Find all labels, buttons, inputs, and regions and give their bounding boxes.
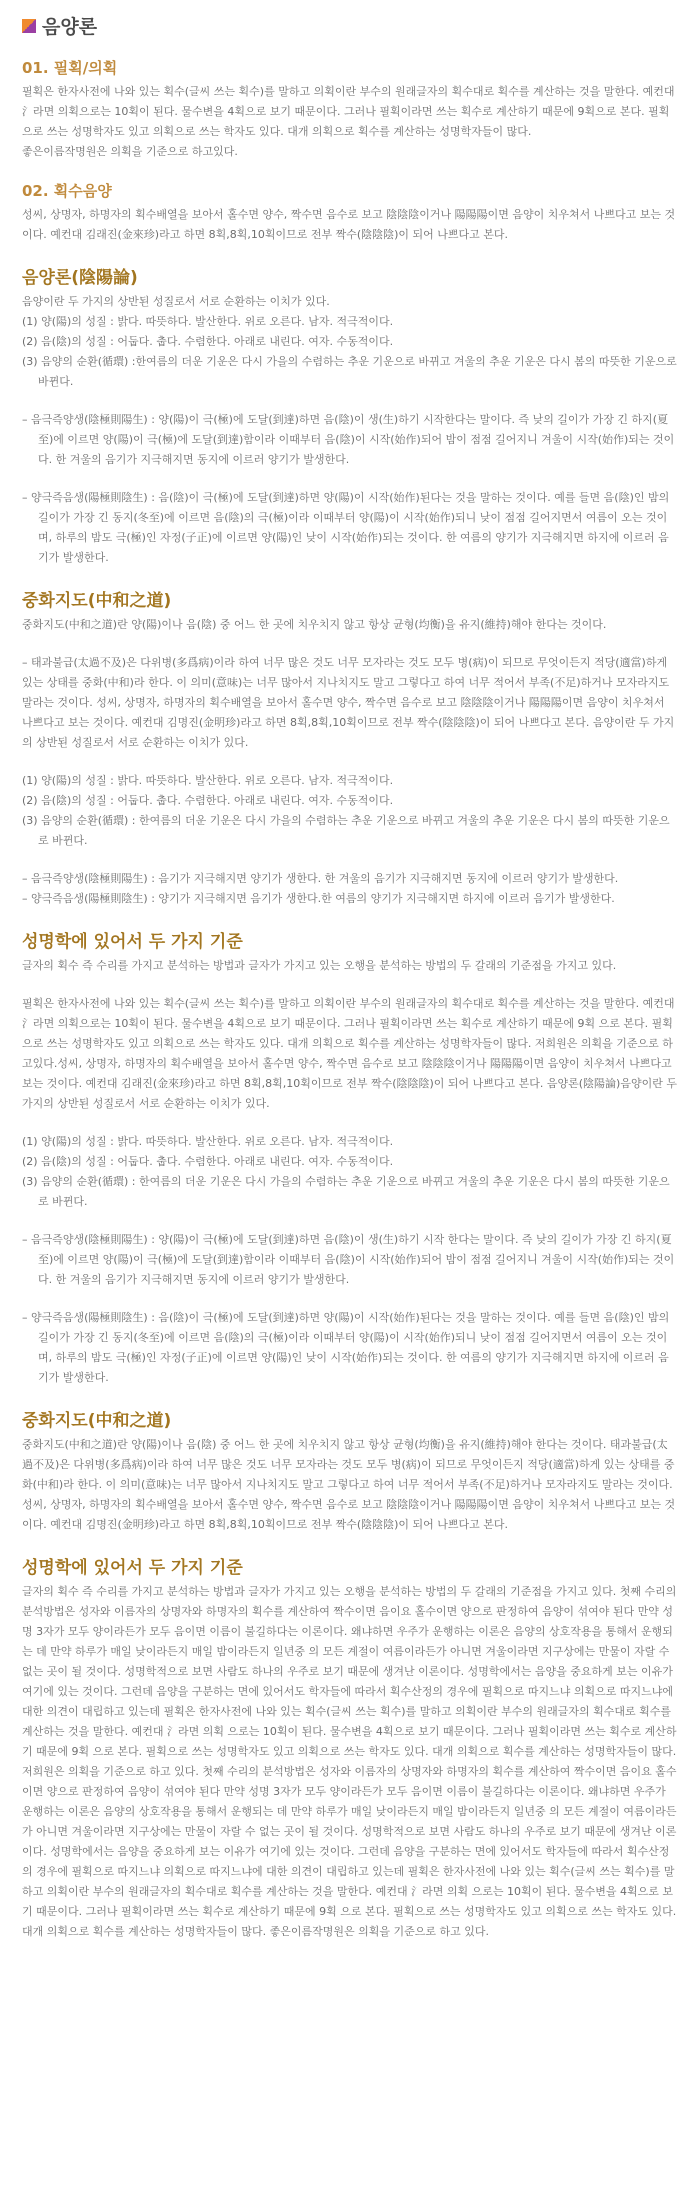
page-header	[22, 12, 678, 39]
list-item: – 양극즉음생(陽極則陰生) : 음(陰)이 극(極)에 도달(到達)하면 양(陽)이 시작(始作)된다는 것을 말하는 것이다. 예를 들면 음(陰)인 밤의 길이가 가장 긴 동지(冬至)에 이르면 음(陰)의 극(極)이라 이때부터 양(陽)이 시작(始作)되니 낮이 점점 길어지면서 여름이 오는 것이며, 하루의 밤도 극(極)인 자정(子正)에 이르면 양(陽)인 낮이 시작(始作)되는 것이다. 한 여름의 양기가 지극해지면 하지에 이르러 음기가 발생한다.	[22, 1311, 670, 1384]
paragraph: – 태과불급(太過不及)은 다위병(多爲病)이라 하여 너무 많은 것도 너무 모자라는 것도 모두 병(病)이 되므로 무엇이든지 적당(適當)하게 있는 상태를 중화(中和)라 한다. 이 의미(意味)는 너무 많아서 지나치지도 말고 그렇다고 하여 너무 적어서 부족(不足)하거나 모자라지도 말라는 것이다. 성씨, 상명자, 하명자의 획수배열을 보아서 홀수면 양수, 짝수면 음수로 보고 陰陰陰이거나 陽陽陽이면 음양이 치우쳐서 나쁘다고 보는 것이다. 예컨대 김명진(金明珍)라고 하면 8획,8획,10획이므로 전부 짝수(陰陰陰)이 되어 나쁘다고 본다. 음양이란 두 가지의 상반된 성질로서 서로 순환하는 이치가 있다.	[22, 656, 675, 749]
list-item: (2) 음(陰)의 성질 : 어둡다. 춥다. 수렴한다. 아래로 내린다. 여자. 수동적이다.	[22, 335, 394, 348]
section-two-criteria-2	[22, 1553, 678, 1942]
page-title: 음양론	[42, 16, 98, 38]
list-item: – 양극즉음생(陽極則陰生) : 양기가 지극해지면 음기가 생한다.한 여름의 양기가 지극해지면 하지에 이르러 음기가 발생한다.	[22, 892, 615, 905]
paragraph: 음양이란 두 가지의 상반된 성질로서 서로 순환하는 이치가 있다.	[22, 295, 330, 308]
section-balance	[22, 586, 678, 909]
section-title: 성명학에 있어서 두 가지 기준	[22, 1558, 243, 1578]
list-item: (1) 양(陽)의 성질 : 밝다. 따뜻하다. 발산한다. 위로 오른다. 남자. 적극적이다.	[22, 1135, 394, 1148]
list-item: (1) 양(陽)의 성질 : 밝다. 따뜻하다. 발산한다. 위로 오른다. 남자. 적극적이다.	[22, 315, 394, 328]
list-item: – 음극즉양생(陰極則陽生) : 양(陽)이 극(極)에 도달(到達)하면 음(陰)이 생(生)하기 시작한다는 말이다. 즉 낮의 길이가 가장 긴 하지(夏至)에 이르면 양(陽)이 극(極)에 도달(到達)함이라 이때부터 음(陰)이 시작(始作)되어 밤이 점점 길어지니 겨울이 시작(始作)되는 것이다. 한 겨울의 음기가 지극해지면 동지에 이르러 양기가 발생한다.	[22, 413, 675, 466]
paragraph: 좋은이름작명원은 의획을 기준으로 하고있다.	[22, 145, 238, 158]
section-two-criteria	[22, 927, 678, 1388]
section-title: 음양론(陰陽論)	[22, 268, 138, 288]
section-title: 중화지도(中和之道)	[22, 1411, 172, 1431]
section-title: 성명학에 있어서 두 가지 기준	[22, 932, 243, 952]
paragraph: 글자의 획수 즉 수리를 가지고 분석하는 방법과 글자가 가지고 있는 오행을 분석하는 방법의 두 갈래의 기준점을 가지고 있다.	[22, 959, 617, 972]
section-stroke-yinyang	[22, 180, 678, 245]
section-stroke-count	[22, 57, 678, 162]
list-item: (3) 음양의 순환(循環) :한여름의 더운 기운은 다시 가을의 수렴하는 추운 기운으로 바뀌고 겨울의 추운 기운은 다시 봄의 따뜻한 기운으로 바뀐다.	[22, 355, 677, 388]
list-item: – 음극즉양생(陰極則陽生) : 양(陽)이 극(極)에 도달(到達)하면 음(陰)이 생(生)하기 시작 한다는 말이다. 즉 낮의 길이가 가장 긴 하지(夏至)에 이르면 양(陽)이 극(極)에 도달(到達)함이라 이때부터 음(陰)이 시작(始作)되어 밤이 점점 길어지니 겨울이 시작(始作)되는 것이다. 한 겨울의 음기가 지극해지면 동지에 이르러 양기가 발생한다.	[22, 1233, 675, 1286]
section-title: 02. 획수음양	[22, 182, 112, 200]
section-title: 중화지도(中和之道)	[22, 591, 172, 611]
list-item: – 음극즉양생(陰極則陽生) : 음기가 지극해지면 양기가 생한다. 한 겨울의 음기가 지극해지면 동지에 이르러 양기가 발생한다.	[22, 872, 619, 885]
list-item: (3) 음양의 순환(循環) : 한여름의 더운 기운은 다시 가을의 수렴하는 추운 기운으로 바뀌고 겨울의 추운 기운은 다시 봄의 따뜻한 기운으로 바뀐다.	[22, 1175, 670, 1208]
section-balance-2	[22, 1406, 678, 1535]
paragraph: 필획은 한자사전에 나와 있는 획수(글씨 쓰는 획수)를 말하고 의획이란 부수의 원래글자의 획수대로 획수를 계산하는 것을 말한다. 예컨대 氵라면 의획으로는 10획이 된다. 물수변을 4획으로 보기 때문이다. 그러나 필획이라면 쓰는 획수로 계산하기 때문에 9획으로 본다. 필획으로 쓰는 성명학자도 있고 의획으로 쓰는 학자도 있다. 대개 의획으로 획수를 계산하는 성명학자들이 많다.	[22, 85, 675, 138]
title-bullet-icon	[22, 19, 36, 33]
list-item: (2) 음(陰)의 성질 : 어둡다. 춥다. 수렴한다. 아래로 내린다. 여자. 수동적이다.	[22, 794, 394, 807]
section-title: 01. 필획/의획	[22, 59, 118, 77]
section-yinyang-theory	[22, 263, 678, 568]
list-item: (2) 음(陰)의 성질 : 어둡다. 춥다. 수렴한다. 아래로 내린다. 여자. 수동적이다.	[22, 1155, 394, 1168]
paragraph: 성씨, 상명자, 하명자의 획수배열을 보아서 홀수면 양수, 짝수면 음수로 보고 陰陰陰이거나 陽陽陽이면 음양이 치우쳐서 나쁘다고 보는 것이다. 예컨대 김래진(金來珍)라고 하면 8획,8획,10획이므로 전부 짝수(陰陰陰)이 되어 나쁘다고 본다.	[22, 208, 676, 241]
paragraph: 중화지도(中和之道)란 양(陽)이나 음(陰) 중 어느 한 곳에 치우치지 않고 항상 균형(均衡)을 유지(維持)해야 한다는 것이다.	[22, 618, 607, 631]
paragraph: 중화지도(中和之道)란 양(陽)이나 음(陰) 중 어느 한 곳에 치우치지 않고 항상 균형(均衡)을 유지(維持)해야 한다는 것이다. 태과불급(太過不及)은 다위병(多爲病)이라 하여 너무 많은 것도 너무 모자라는 것도 모두 병(病)이 되므로 무엇이든지 적당(適當)하게 있는 상태를 중화(中和)라 한다. 이 의미(意味)는 너무 많아서 지나치지도 말고 그렇다고 하여 너무 적어서 부족(不足)하거나 모자라지도 말라는 것이다. 성씨, 상명자, 하명자의 획수배열을 보아서 홀수면 양수, 짝수면 음수로 보고 陰陰陰이거나 陽陽陽이면 음양이 치우쳐서 나쁘다고 보는 것이다. 예컨대 김명진(金明珍)라고 하면 8획,8획,10획이므로 전부 짝수(陰陰陰)이 되어 나쁘다고 본다.	[22, 1438, 676, 1531]
paragraph: 필획은 한자사전에 나와 있는 획수(글씨 쓰는 획수)를 말하고 의획이란 부수의 원래글자의 획수대로 획수를 계산하는 것을 말한다. 예컨대 氵라면 의획으로는 10획이 된다. 물수변을 4획으로 보기 때문이다. 그러나 필획이라면 쓰는 획수로 계산하기 때문에 9획 으로 본다. 필획으로 쓰는 성명학자도 있고 의획으로 쓰는 학자도 있다. 대개 의획으로 획수를 계산하는 성명학자들이 많다. 저희원은 의획을 기준으로 하고있다.성씨, 상명자, 하명자의 획수배열을 보아서 홀수면 양수, 짝수면 음수로 보고 陰陰陰이거나 陽陽陽이면 음양이 치우쳐서 나쁘다고 보는 것이다. 예컨대 김래진(金來珍)라고 하면 8획,8획,10획이므로 전부 짝수(陰陰陰)이 되어 나쁘다고 본다. 음양론(陰陽論)음양이란 두 가지의 상반된 성질로서 서로 순환하는 이치가 있다.	[22, 997, 677, 1110]
list-item: (3) 음양의 순환(循環) : 한여름의 더운 기운은 다시 가을의 수렴하는 추운 기운으로 바뀌고 겨울의 추운 기운은 다시 봄의 따뜻한 기운으로 바뀐다.	[22, 814, 670, 847]
list-item: (1) 양(陽)의 성질 : 밝다. 따뜻하다. 발산한다. 위로 오른다. 남자. 적극적이다.	[22, 774, 394, 787]
list-item: – 양극즉음생(陽極則陰生) : 음(陰)이 극(極)에 도달(到達)하면 양(陽)이 시작(始作)된다는 것을 말하는 것이다. 예를 들면 음(陰)인 밤의 길이가 가장 긴 동지(冬至)에 이르면 음(陰)의 극(極)이라 이때부터 양(陽)이 시작(始作)되니 낮이 점점 길어지면서 여름이 오는 것이며, 하루의 밤도 극(極)인 자정(子正)에 이르면 양(陽)인 낮이 시작(始作)되는 것이다. 한 여름의 양기가 지극해지면 하지에 이르러 음기가 발생한다.	[22, 491, 670, 564]
paragraph: 글자의 획수 즉 수리를 가지고 분석하는 방법과 글자가 가지고 있는 오행을 분석하는 방법의 두 갈래의 기준점을 가지고 있다. 첫째 수리의 분석방법은 성자와 이름자의 상명자와 하명자의 획수를 계산하여 짝수이면 음이요 홀수이면 양으로 판정하여 음양이 섞여야 된다 만약 성명 3자가 모두 양이라든가 모두 음이면 이름이 불길하다는 이론이다. 왜냐하면 우주가 운행하는 이론은 음양의 상호작용을 통해서 운행되는 데 만약 하루가 매일 낮이라든지 매일 밤이라든지 일년중 의 모든 계절이 여름이라든가 아니면 겨울이라면 지구상에는 만물이 자랄 수 없는 곳이 될 것이다. 성명학적으로 보면 사람도 하나의 우주로 보기 때문에 생겨난 이론이다. 성명학에서는 음양을 중요하게 보는 이유가 여기에 있는 것이다. 그런데 음양을 구분하는 면에 있어서도 학자들에 따라서 획수산정의 경우에 필획으로 따지느냐 의획으로 따지느냐에 대한 의견이 대립하고 있는데 필획은 한자사전에 나와 있는 획수(글씨 쓰는 획수)를 말하고 의획이란 부수의 원래글자의 획수대로 획수를 계산하는 것을 말한다. 예컨대 氵라면 의획 으로는 10획이 된다. 물수변을 4획으로 보기 때문이다. 그러나 필획이라면 쓰는 획수로 계산하기 때문에 9획 으로 본다. 필획으로 쓰는 성명학자도 있고 의획으로 쓰는 학자도 있다. 대개 의획으로 획수를 계산하는 성명학자들이 많다. 저희원은 의획을 기준으로 하고 있다. 첫째 수리의 분석방법은 성자와 이름자의 상명자와 하명자의 획수를 계산하여 짝수이면 음이요 홀수이면 양으로 판정하여 음양이 섞여야 된다 만약 성명 3자가 모두 양이라든가 모두 음이면 이름이 불길하다는 이론이다. 왜냐하면 우주가 운행하는 이론은 음양의 상호작용을 통해서 운행되는 데 만약 하루가 매일 낮이라든지 매일 밤이라든지 일년중 의 모든 계절이 여름이라든가 아니면 겨울이라면 지구상에는 만물이 자랄 수 없는 곳이 될 것이다. 성명학적으로 보면 사람도 하나의 우주로 보기 때문에 생겨난 이론이다. 성명학에서는 음양을 중요하게 보는 이유가 여기에 있는 것이다. 그런데 음양을 구분하는 면에 있어서도 학자들에 따라서 획수산정의 경우에 필획으로 따지느냐 의획으로 따지느냐에 대한 의견이 대립하고 있는데 필획은 한자사전에 나와 있는 획수(글씨 쓰는 획수)를 말하고 의획이란 부수의 원래글자의 획수대로 획수를 계산하는 것을 말한다. 예컨대 氵라면 의획 으로는 10획이 된다. 물수변을 4획으로 보기 때문이다. 그러나 필획이라면 쓰는 획수로 계산하기 때문에 9획 으로 본다. 필획으로 쓰는 성명학자도 있고 의획으로 쓰는 학자도 있다. 대개 의획으로 획수를 계산하는 성명학자들이 많다. 좋은이름작명원은 의획을 기준으로 하고 있다.	[22, 1585, 677, 1938]
